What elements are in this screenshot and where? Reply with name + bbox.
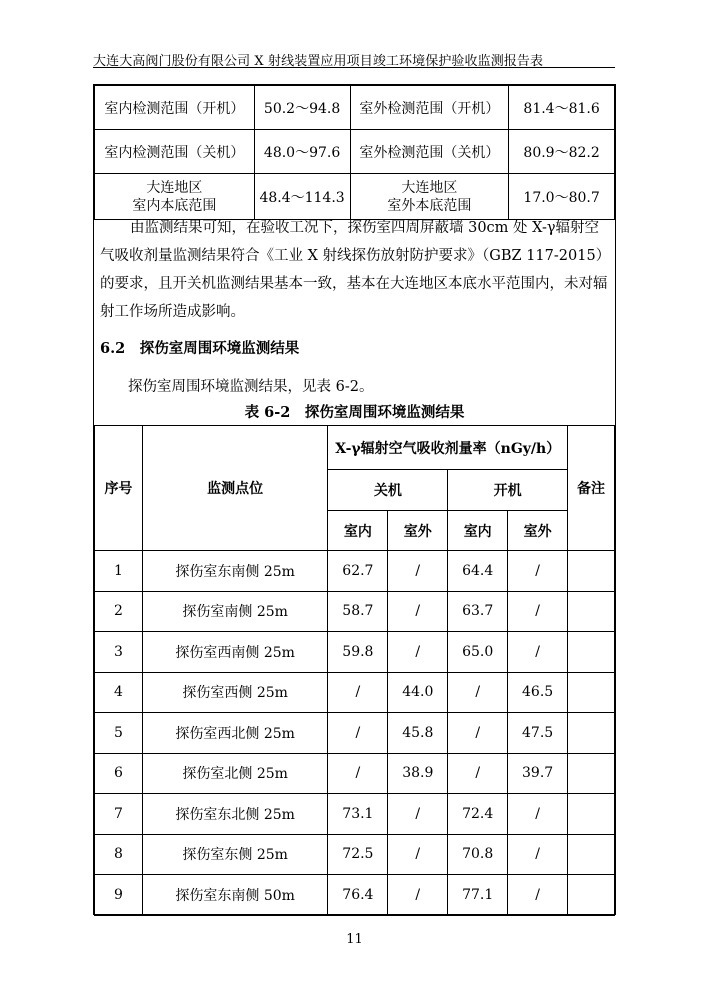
on-indoor-value: / bbox=[448, 713, 508, 754]
row-index: 3 bbox=[95, 632, 143, 673]
off-outdoor-value: 44.0 bbox=[388, 672, 448, 713]
row-index: 4 bbox=[95, 672, 143, 713]
table-row bbox=[95, 794, 615, 835]
row-index: 7 bbox=[95, 794, 143, 835]
off-indoor-value: / bbox=[328, 672, 388, 713]
range-label-line: 室外本底范围 bbox=[387, 197, 472, 214]
row-remark bbox=[568, 753, 615, 794]
off-indoor-value: 59.8 bbox=[328, 632, 388, 673]
on-outdoor-value: / bbox=[508, 794, 568, 835]
row-location: 探伤室东北侧 25m bbox=[142, 794, 328, 835]
off-outdoor-value: / bbox=[388, 875, 448, 916]
range-label: 室内检测范围（开机） bbox=[95, 86, 255, 130]
row-location: 探伤室西南侧 25m bbox=[142, 632, 328, 673]
row-remark bbox=[568, 672, 615, 713]
on-indoor-value: 64.4 bbox=[448, 551, 508, 592]
row-remark bbox=[568, 551, 615, 592]
on-outdoor-value: / bbox=[508, 632, 568, 673]
monitoring-table bbox=[94, 425, 615, 916]
row-location: 探伤室东南侧 25m bbox=[142, 551, 328, 592]
on-indoor-value: 65.0 bbox=[448, 632, 508, 673]
off-outdoor-value: / bbox=[388, 551, 448, 592]
monitoring-table-body bbox=[95, 551, 615, 916]
row-index: 8 bbox=[95, 834, 143, 875]
table-row bbox=[95, 753, 615, 794]
header-on-outdoor: 室外 bbox=[508, 511, 568, 551]
off-outdoor-value: 38.9 bbox=[388, 753, 448, 794]
header-index: 序号 bbox=[95, 426, 143, 551]
on-indoor-value: 72.4 bbox=[448, 794, 508, 835]
row-location: 探伤室东南侧 50m bbox=[142, 875, 328, 916]
row-index: 6 bbox=[95, 753, 143, 794]
row-remark bbox=[568, 794, 615, 835]
range-value: 48.4～114.3 bbox=[254, 174, 350, 220]
range-label: 室外检测范围（关机） bbox=[350, 130, 509, 174]
table-row bbox=[95, 713, 615, 754]
header-on-indoor: 室内 bbox=[448, 511, 508, 551]
row-remark bbox=[568, 591, 615, 632]
conclusion-paragraph: 由监测结果可知，在验收工况下，探伤室四周屏蔽墙 30cm 处 X-γ辐射空气吸收剂量监测结果符合《工业 X 射线探伤放射防护要求》（GBZ 117-2015）的要求，且开关机监测结果基本一致，基本在大连地区本底水平范围内，未对辐射工作场所造成影响。 bbox=[100, 220, 608, 320]
header-location: 监测点位 bbox=[142, 426, 328, 551]
range-label bbox=[95, 174, 255, 220]
table-row bbox=[95, 591, 615, 632]
row-index: 9 bbox=[95, 875, 143, 916]
header-remark: 备注 bbox=[568, 426, 615, 551]
on-outdoor-value: 46.5 bbox=[508, 672, 568, 713]
on-indoor-value: / bbox=[448, 672, 508, 713]
range-label-line: 大连地区 bbox=[146, 179, 203, 196]
off-outdoor-value: / bbox=[388, 794, 448, 835]
range-label bbox=[350, 174, 509, 220]
range-value: 80.9～82.2 bbox=[509, 130, 615, 174]
range-label: 室外检测范围（开机） bbox=[350, 86, 509, 130]
report-header: 大连大高阀门股份有限公司 X 射线装置应用项目竣工环境保护验收监测报告表 bbox=[93, 54, 544, 69]
range-label-line: 室内本底范围 bbox=[132, 197, 217, 214]
on-indoor-value: 70.8 bbox=[448, 834, 508, 875]
table-row bbox=[95, 551, 615, 592]
table-row bbox=[95, 86, 615, 130]
table-row bbox=[95, 875, 615, 916]
on-indoor-value: 77.1 bbox=[448, 875, 508, 916]
range-label-line: 大连地区 bbox=[401, 179, 458, 196]
row-remark bbox=[568, 632, 615, 673]
range-table bbox=[94, 85, 615, 220]
on-indoor-value: 63.7 bbox=[448, 591, 508, 632]
row-remark bbox=[568, 713, 615, 754]
content-frame bbox=[93, 84, 616, 915]
row-index: 1 bbox=[95, 551, 143, 592]
table-caption: 表 6-2 探伤室周围环境监测结果 bbox=[244, 404, 465, 421]
off-indoor-value: 72.5 bbox=[328, 834, 388, 875]
off-indoor-value: / bbox=[328, 753, 388, 794]
off-indoor-value: 73.1 bbox=[328, 794, 388, 835]
intro-paragraph: 探伤室周围环境监测结果，见表 6-2。 bbox=[128, 379, 374, 395]
off-indoor-value: 76.4 bbox=[328, 875, 388, 916]
table-header-row bbox=[95, 426, 615, 470]
range-value: 48.0～97.6 bbox=[254, 130, 350, 174]
table-row bbox=[95, 174, 615, 220]
range-value: 81.4～81.6 bbox=[509, 86, 615, 130]
row-index: 2 bbox=[95, 591, 143, 632]
off-outdoor-value: 45.8 bbox=[388, 713, 448, 754]
row-remark bbox=[568, 834, 615, 875]
header-on: 开机 bbox=[448, 470, 568, 511]
header-off: 关机 bbox=[328, 470, 448, 511]
row-location: 探伤室北侧 25m bbox=[142, 753, 328, 794]
off-indoor-value: / bbox=[328, 713, 388, 754]
off-outdoor-value: / bbox=[388, 834, 448, 875]
header-off-indoor: 室内 bbox=[328, 511, 388, 551]
header-off-outdoor: 室外 bbox=[388, 511, 448, 551]
row-location: 探伤室西侧 25m bbox=[142, 672, 328, 713]
table-row bbox=[95, 130, 615, 174]
section-heading: 6.2 探伤室周围环境监测结果 bbox=[100, 340, 300, 357]
header-rule bbox=[93, 67, 615, 68]
row-location: 探伤室西北侧 25m bbox=[142, 713, 328, 754]
on-outdoor-value: / bbox=[508, 834, 568, 875]
range-value: 17.0～80.7 bbox=[509, 174, 615, 220]
range-value: 50.2～94.8 bbox=[254, 86, 350, 130]
row-location: 探伤室南侧 25m bbox=[142, 591, 328, 632]
on-outdoor-value: / bbox=[508, 875, 568, 916]
table-row bbox=[95, 632, 615, 673]
table-row bbox=[95, 672, 615, 713]
range-label: 室内检测范围（关机） bbox=[95, 130, 255, 174]
row-remark bbox=[568, 875, 615, 916]
row-index: 5 bbox=[95, 713, 143, 754]
row-location: 探伤室东侧 25m bbox=[142, 834, 328, 875]
off-outdoor-value: / bbox=[388, 591, 448, 632]
table-row bbox=[95, 834, 615, 875]
on-outdoor-value: 47.5 bbox=[508, 713, 568, 754]
header-dose-rate: X-γ辐射空气吸收剂量率（nGy/h） bbox=[328, 426, 568, 470]
on-outdoor-value: / bbox=[508, 591, 568, 632]
page-number: 11 bbox=[346, 932, 363, 947]
on-outdoor-value: / bbox=[508, 551, 568, 592]
off-indoor-value: 58.7 bbox=[328, 591, 388, 632]
on-outdoor-value: 39.7 bbox=[508, 753, 568, 794]
on-indoor-value: / bbox=[448, 753, 508, 794]
off-outdoor-value: / bbox=[388, 632, 448, 673]
off-indoor-value: 62.7 bbox=[328, 551, 388, 592]
